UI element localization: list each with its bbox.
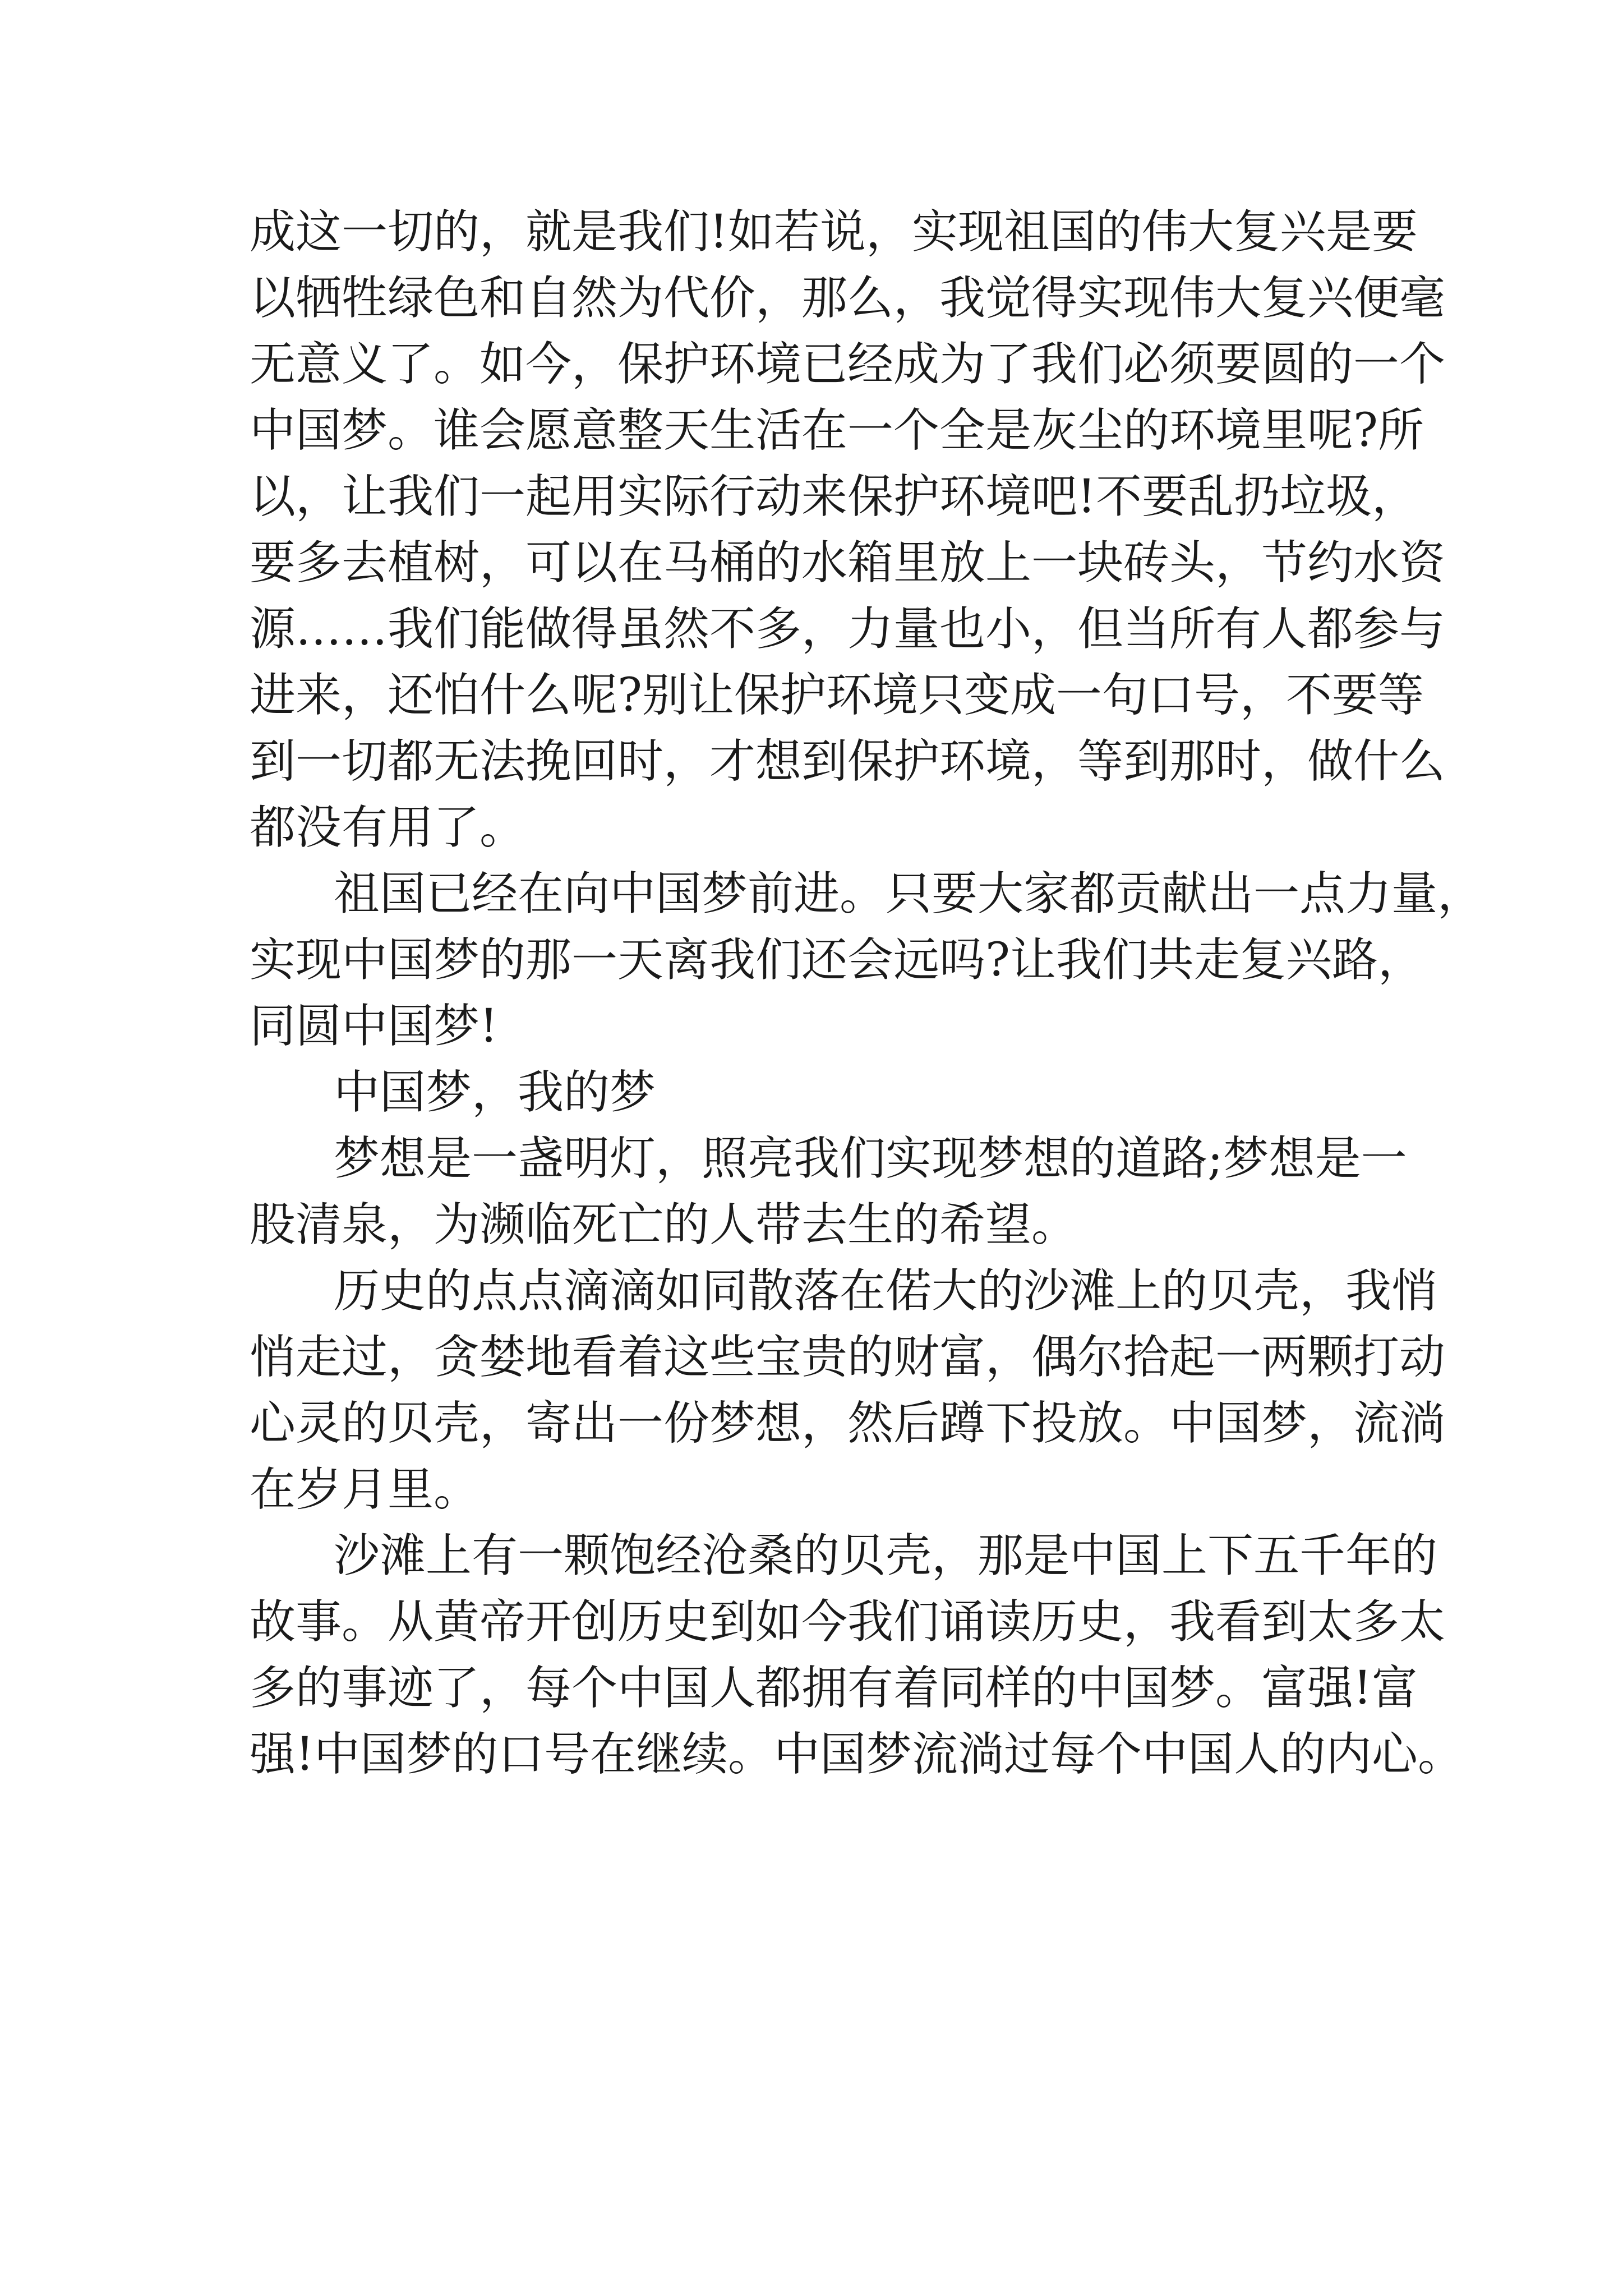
text-line: 到一切都无法挽回时，才想到保护环境，等到那时，做什么 xyxy=(250,735,1446,788)
text-line: 悄走过，贪婪地看着这些宝贵的财富，偶尔拾起一两颗打动 xyxy=(250,1331,1446,1384)
text-line: 无意义了。如今，保护环境已经成为了我们必须要圆的一个 xyxy=(250,338,1446,391)
text-line: 同圆中国梦! xyxy=(250,1000,498,1053)
text-line: 都没有用了。 xyxy=(250,801,526,854)
text-line: 实现中国梦的那一天离我们还会远吗?让我们共走复兴路， xyxy=(250,933,1424,987)
section-heading: 中国梦，我的梦 xyxy=(334,1066,656,1119)
text-line: 在岁月里。 xyxy=(250,1463,480,1516)
paragraph-start-line: 梦想是一盏明灯，照亮我们实现梦想的道路;梦想是一 xyxy=(334,1132,1407,1185)
text-line: 强!中国梦的口号在继续。中国梦流淌过每个中国人的内心。 xyxy=(250,1728,1464,1781)
paragraph-start-line: 沙滩上有一颗饱经沧桑的贝壳，那是中国上下五千年的 xyxy=(334,1529,1438,1582)
text-line: 以，让我们一起用实际行动来保护环境吧!不要乱扔垃圾， xyxy=(250,470,1418,523)
text-line: 以牺牲绿色和自然为代价，那么，我觉得实现伟大复兴便毫 xyxy=(250,272,1446,325)
text-line: 故事。从黄帝开创历史到如今我们诵读历史，我看到太多太 xyxy=(250,1595,1446,1649)
text-line: 进来，还怕什么呢?别让保护环境只变成一句口号，不要等 xyxy=(250,669,1424,722)
text-line: 中国梦。谁会愿意整天生活在一个全是灰尘的环境里呢?所 xyxy=(250,404,1424,457)
text-line: 要多去植树，可以在马桶的水箱里放上一块砖头，节约水资 xyxy=(250,536,1446,590)
document-body xyxy=(250,199,1484,1788)
paragraph-start-line: 祖国已经在向中国梦前进。只要大家都贡献出一点力量， xyxy=(334,867,1484,921)
text-line: 成这一切的，就是我们!如若说，实现祖国的伟大复兴是要 xyxy=(250,205,1418,259)
text-line: 股清泉，为濒临死亡的人带去生的希望。 xyxy=(250,1198,1078,1251)
text-line: 心灵的贝壳，寄出一份梦想，然后蹲下投放。中国梦，流淌 xyxy=(250,1397,1446,1450)
text-line: 多的事迹了，每个中国人都拥有着同样的中国梦。富强!富 xyxy=(250,1662,1418,1715)
paragraph-start-line: 历史的点点滴滴如同散落在偌大的沙滩上的贝壳，我悄 xyxy=(334,1264,1438,1318)
text-line: 源……我们能做得虽然不多，力量也小，但当所有人都参与 xyxy=(250,602,1446,656)
